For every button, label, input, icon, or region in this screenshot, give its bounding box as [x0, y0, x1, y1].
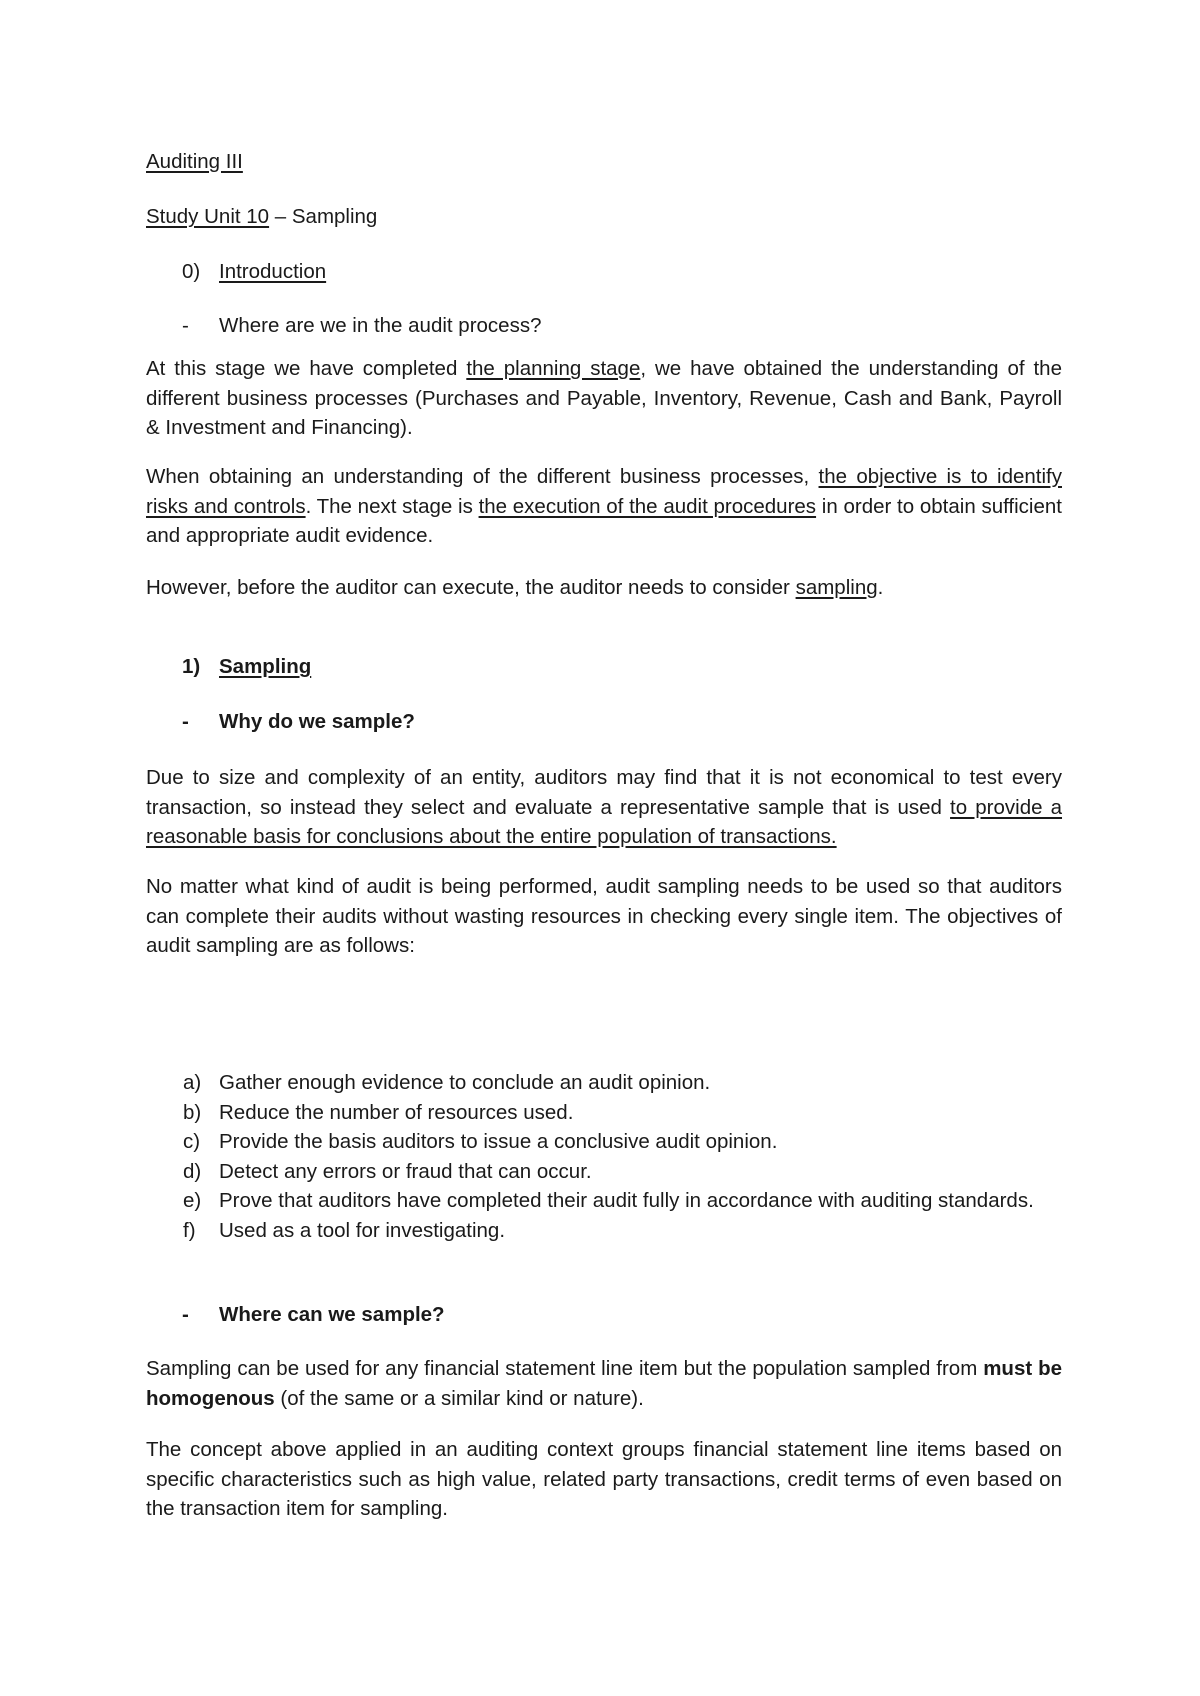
list-item-label: a) — [183, 1071, 202, 1094]
text-run: . — [877, 576, 884, 599]
text-run: (of the same or a similar kind or nature). — [274, 1386, 644, 1410]
list-item-text: Used as a tool for investigating. — [219, 1218, 506, 1242]
list-item-text: Gather enough evidence to conclude an audit opinion. — [219, 1071, 711, 1094]
list-item-label: b) — [183, 1100, 202, 1124]
unit-title — [146, 202, 1062, 232]
intro-paragraph-2 — [146, 462, 1062, 551]
intro-paragraph-1 — [146, 354, 1062, 443]
text-run: Due to size and complexity of an entity, auditors may find that it is not economical to test every transaction, so instead they select and evaluate a representative sample that is used — [146, 766, 1062, 819]
text-run: However, before the auditor can execute, the auditor needs to consider — [146, 576, 796, 599]
text-run: . The next stage is — [305, 494, 479, 518]
text-run: Sampling can be used for any financial statement line item but the population sampled from — [146, 1357, 984, 1380]
intro-heading: Introduction — [219, 260, 327, 283]
underlined-phrase: sampling — [795, 576, 878, 599]
list-item — [183, 1068, 1062, 1098]
list-item-label: d) — [183, 1159, 202, 1183]
bullet-text: Where are we in the audit process? — [219, 314, 542, 337]
list-item — [183, 1216, 1062, 1246]
why-paragraph-2: No matter what kind of audit is being performed, audit sampling needs to be used so that auditors can complete their audits without wasting resources in checking every single item. The objectives of audit sampling are as follows: — [146, 875, 1062, 957]
bold-phrase: must be homogenous — [146, 1357, 1062, 1410]
list-item-label: f) — [183, 1218, 196, 1242]
text-run: in order to obtain sufficient and appropriate audit evidence. — [146, 494, 1062, 547]
underlined-phrase: the execution of the audit procedures — [478, 494, 817, 518]
unit-label: Study Unit 10 — [146, 205, 270, 228]
underlined-phrase: to provide a reasonable basis for conclusions about the entire population of transactions. — [146, 795, 1063, 848]
why-heading: Why do we sample? — [219, 710, 415, 733]
course-title: Auditing III — [146, 150, 243, 173]
where-paragraph-1 — [146, 1354, 1062, 1413]
why-paragraph-1 — [146, 763, 1062, 852]
text-run: , we have obtained the understanding of the different business processes (Purchases and Payable, Inventory, Revenue, Cash and Bank, Payroll & Investment and Financing). — [146, 357, 1062, 439]
list-item-label: c) — [183, 1130, 201, 1153]
text-run: At this stage we have completed — [146, 357, 467, 380]
where-paragraph-2: The concept above applied in an auditing context groups financial statement line items based on specific characteristics such as high value, related party transactions, credit terms of even based on the transaction item for sampling. — [146, 1438, 1062, 1520]
objectives-list — [183, 1068, 1062, 1245]
bullet-dash: - — [182, 314, 189, 337]
list-item — [183, 1098, 1062, 1128]
list-item-label: e) — [183, 1189, 202, 1212]
why-dash: - — [182, 710, 189, 733]
list-item — [183, 1157, 1062, 1187]
intro-paragraph-3 — [146, 573, 1062, 603]
intro-number: 0) — [182, 260, 201, 283]
sampling-number: 1) — [182, 655, 201, 678]
list-item-text: Reduce the number of resources used. — [219, 1100, 574, 1124]
list-item — [183, 1186, 1062, 1216]
sampling-heading: Sampling — [219, 655, 312, 678]
where-heading: Where can we sample? — [219, 1303, 445, 1326]
unit-suffix: – Sampling — [269, 205, 378, 228]
underlined-phrase: the objective is to identify risks and controls — [146, 465, 1062, 518]
list-item-text: Provide the basis auditors to issue a conclusive audit opinion. — [219, 1130, 778, 1153]
text-run: When obtaining an understanding of the different business processes, — [146, 465, 819, 488]
list-item-text: Detect any errors or fraud that can occur. — [219, 1159, 592, 1183]
where-dash: - — [182, 1303, 189, 1326]
underlined-phrase: the planning stage — [466, 357, 641, 380]
list-item-text: Prove that auditors have completed their audit fully in accordance with auditing standards. — [219, 1189, 1034, 1212]
list-item — [183, 1127, 1062, 1157]
